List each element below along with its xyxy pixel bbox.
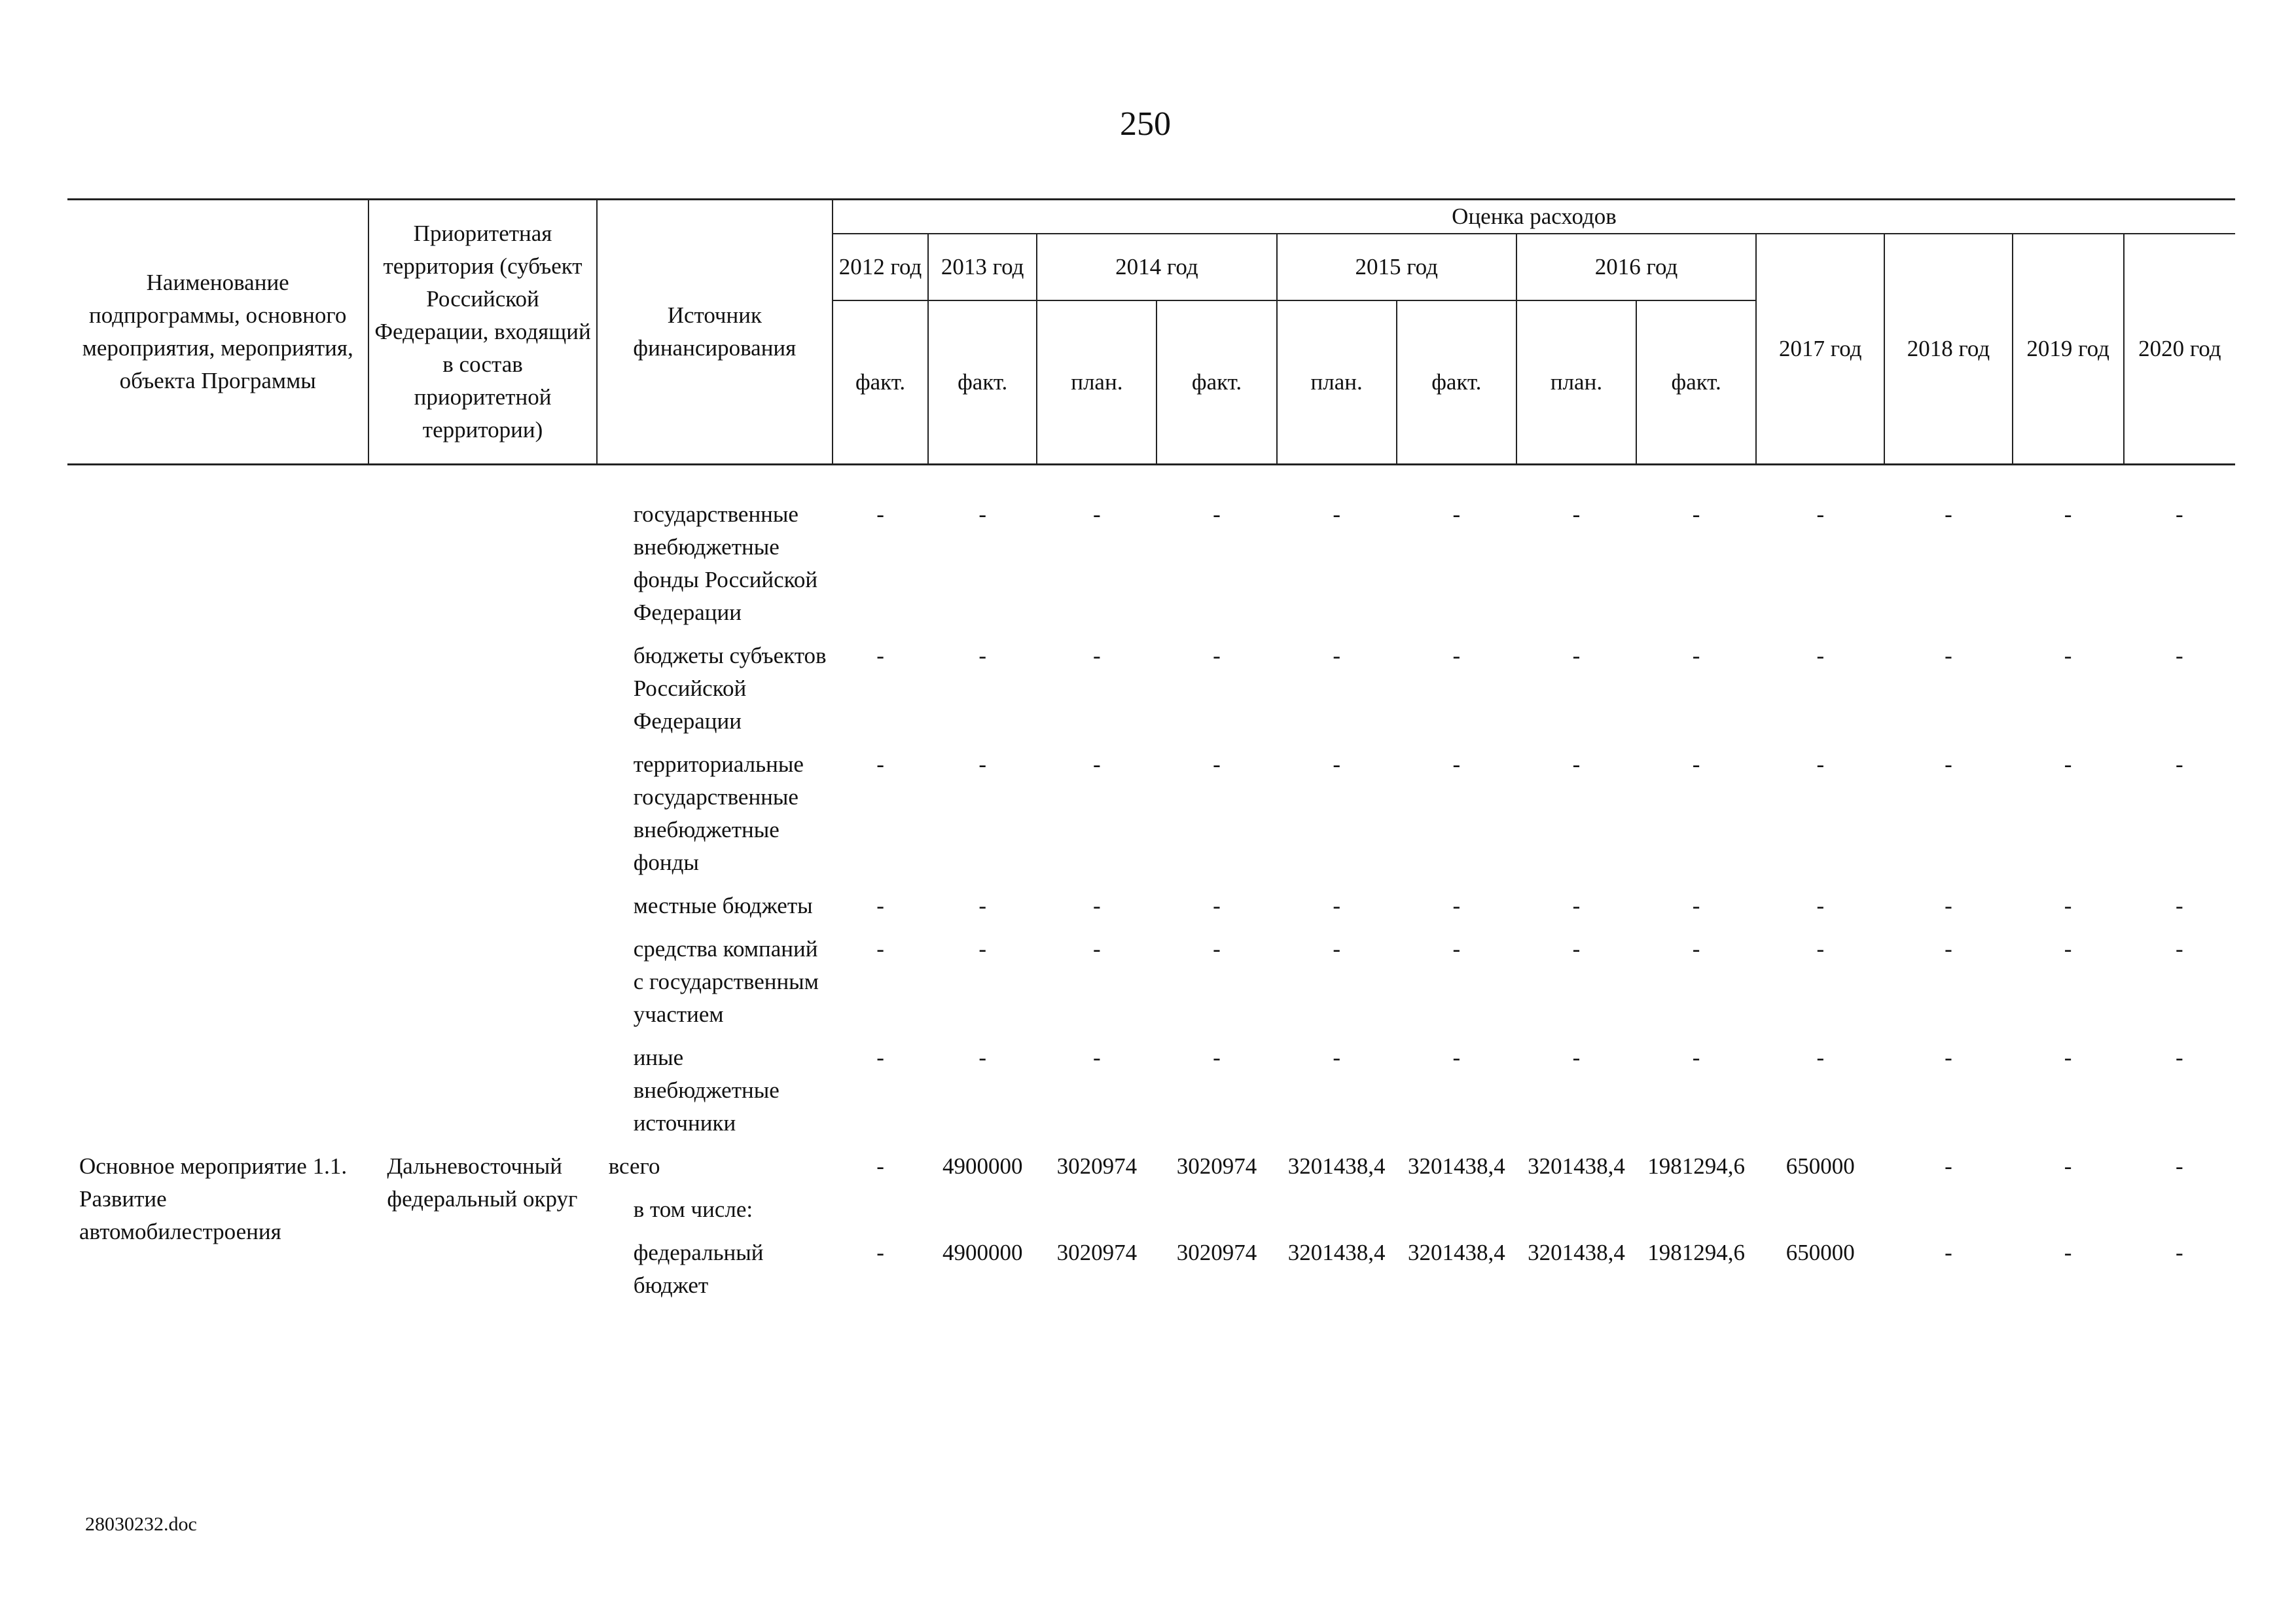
value-cell: 4900000 xyxy=(942,1153,1023,1179)
empty-cell xyxy=(368,498,596,640)
value-cell: - xyxy=(1572,893,1581,918)
value-cell: - xyxy=(1945,893,1952,918)
value-cell: - xyxy=(1692,643,1700,668)
value-cell: - xyxy=(1333,893,1340,918)
value-cell: - xyxy=(2064,751,2072,777)
value-cell: 1981294,6 xyxy=(1647,1240,1745,1265)
empty-cell xyxy=(67,933,368,1041)
value-cell: - xyxy=(2176,1153,2183,1179)
value-cell: - xyxy=(2064,893,2072,918)
value-cell: 3020974 xyxy=(1056,1240,1138,1265)
header-2014-fact: факт. xyxy=(1157,300,1276,465)
value-cell: - xyxy=(1333,751,1340,777)
empty-cell xyxy=(368,748,596,890)
page-number: 250 xyxy=(1120,105,1171,143)
header-year-2012: 2012 год xyxy=(833,234,928,300)
value-cell: 650000 xyxy=(1785,1153,1855,1179)
table-row xyxy=(67,890,2235,933)
table-row xyxy=(67,933,2235,1041)
value-cell: - xyxy=(1333,501,1340,527)
value-cell: - xyxy=(1816,893,1825,918)
value-cell: - xyxy=(1093,893,1101,918)
table-row xyxy=(67,1150,2235,1193)
value-cell: - xyxy=(1452,936,1461,962)
header-year-2020: 2020 год xyxy=(2124,234,2235,465)
value-cell: - xyxy=(1093,751,1101,777)
value-cell xyxy=(928,1193,1037,1236)
value-cell: - xyxy=(876,751,884,777)
empty-cell xyxy=(67,640,368,748)
value-cell: - xyxy=(2176,1045,2183,1070)
value-cell: - xyxy=(978,1045,987,1070)
empty-cell xyxy=(67,498,368,640)
value-cell xyxy=(1037,1193,1157,1236)
value-cell: 3020974 xyxy=(1176,1240,1257,1265)
value-cell: - xyxy=(978,643,987,668)
value-cell: - xyxy=(876,1153,884,1179)
value-cell: - xyxy=(876,643,884,668)
footer-doc-id: 28030232.doc xyxy=(85,1513,197,1535)
header-territory-column: Приоритетная территория (субъект Российской Федерации, входящий в состав приоритетной территории) xyxy=(368,200,596,465)
value-cell: 3201438,4 xyxy=(1287,1240,1386,1265)
value-cell: - xyxy=(1093,1045,1101,1070)
header-year-2017: 2017 год xyxy=(1756,234,1884,465)
funding-source: иные внебюджетные источники xyxy=(633,1045,780,1136)
value-cell: 1981294,6 xyxy=(1647,1153,1745,1179)
value-cell: 3201438,4 xyxy=(1528,1240,1625,1265)
header-year-2016: 2016 год xyxy=(1516,234,1756,300)
funding-source: местные бюджеты xyxy=(633,893,813,918)
value-cell: - xyxy=(2176,643,2183,668)
header-name-column: Наименование подпрограммы, основного мероприятия, мероприятия, объекта Программы xyxy=(67,200,368,465)
value-cell: - xyxy=(876,1045,884,1070)
expenditure-table xyxy=(67,198,2235,1312)
empty-cell xyxy=(67,748,368,890)
value-cell xyxy=(1756,1193,1884,1236)
value-cell: - xyxy=(1692,893,1700,918)
activity-name: Основное мероприятие 1.1. Развитие автомобилестроения xyxy=(79,1153,348,1244)
table-header xyxy=(67,200,2235,465)
value-cell xyxy=(833,1193,928,1236)
value-cell: - xyxy=(1572,501,1581,527)
value-cell: - xyxy=(1945,751,1952,777)
value-cell: - xyxy=(876,1240,884,1265)
value-cell: 4900000 xyxy=(942,1240,1023,1265)
value-cell xyxy=(2124,1193,2235,1236)
value-cell: - xyxy=(1572,643,1581,668)
territory: Дальневосточный федеральный округ xyxy=(387,1153,578,1212)
value-cell: - xyxy=(1333,936,1340,962)
header-2016-plan: план. xyxy=(1516,300,1636,465)
empty-cell xyxy=(368,933,596,1041)
value-cell: 3201438,4 xyxy=(1407,1240,1505,1265)
value-cell: - xyxy=(1816,1045,1825,1070)
value-cell: - xyxy=(1213,501,1221,527)
table-row xyxy=(67,640,2235,748)
value-cell: - xyxy=(1692,501,1700,527)
header-2012-fact: факт. xyxy=(833,300,928,465)
header-year-2019: 2019 год xyxy=(2013,234,2124,465)
value-cell: - xyxy=(1093,936,1101,962)
header-year-2013: 2013 год xyxy=(928,234,1037,300)
value-cell: - xyxy=(876,893,884,918)
table-row xyxy=(67,748,2235,890)
header-year-2015: 2015 год xyxy=(1277,234,1516,300)
value-cell: - xyxy=(2176,893,2183,918)
value-cell: - xyxy=(1945,643,1952,668)
value-cell: - xyxy=(1816,751,1825,777)
spacer-row xyxy=(67,465,2235,499)
funding-source: в том числе: xyxy=(633,1197,753,1222)
funding-source: средства компаний с государственным участием xyxy=(633,936,819,1027)
header-costs: Оценка расходов xyxy=(833,200,2235,234)
value-cell: - xyxy=(1333,643,1340,668)
value-cell: - xyxy=(1945,1240,1952,1265)
value-cell: - xyxy=(2176,936,2183,962)
empty-cell xyxy=(67,890,368,933)
value-cell: - xyxy=(2064,501,2072,527)
table-body xyxy=(67,465,2235,1313)
header-2013-fact: факт. xyxy=(928,300,1037,465)
funding-source: бюджеты субъектов Российской Федерации xyxy=(633,643,827,734)
value-cell: - xyxy=(1093,643,1101,668)
value-cell: - xyxy=(1213,643,1221,668)
value-cell: - xyxy=(1816,936,1825,962)
header-2016-fact: факт. xyxy=(1636,300,1756,465)
value-cell: - xyxy=(1213,1045,1221,1070)
value-cell: - xyxy=(1816,501,1825,527)
value-cell: - xyxy=(1093,501,1101,527)
value-cell xyxy=(1397,1193,1516,1236)
value-cell: - xyxy=(1945,1153,1952,1179)
empty-cell xyxy=(368,890,596,933)
value-cell: 650000 xyxy=(1785,1240,1855,1265)
value-cell: 3201438,4 xyxy=(1407,1153,1505,1179)
table-row xyxy=(67,1041,2235,1150)
header-year-2014: 2014 год xyxy=(1037,234,1276,300)
empty-cell xyxy=(368,640,596,748)
funding-source: всего xyxy=(608,1153,660,1179)
funding-source: территориальные государственные внебюджетные фонды xyxy=(633,751,804,875)
table-row xyxy=(67,498,2235,640)
value-cell: - xyxy=(2064,936,2072,962)
value-cell: - xyxy=(1452,893,1461,918)
value-cell: - xyxy=(978,893,987,918)
value-cell: - xyxy=(1452,501,1461,527)
value-cell: - xyxy=(1692,1045,1700,1070)
value-cell: - xyxy=(2176,751,2183,777)
value-cell: - xyxy=(876,501,884,527)
value-cell: 3020974 xyxy=(1056,1153,1138,1179)
value-cell: - xyxy=(1945,1045,1952,1070)
value-cell: - xyxy=(1333,1045,1340,1070)
value-cell xyxy=(2013,1193,2124,1236)
value-cell: - xyxy=(1945,936,1952,962)
value-cell: 3201438,4 xyxy=(1528,1153,1625,1179)
value-cell: - xyxy=(876,936,884,962)
value-cell: - xyxy=(1945,501,1952,527)
funding-source: государственные внебюджетные фонды Российской Федерации xyxy=(633,501,818,625)
value-cell: - xyxy=(1213,893,1221,918)
value-cell: - xyxy=(1572,936,1581,962)
value-cell: - xyxy=(1692,936,1700,962)
value-cell: - xyxy=(2064,1240,2072,1265)
header-2015-plan: план. xyxy=(1277,300,1397,465)
value-cell xyxy=(1277,1193,1397,1236)
value-cell: - xyxy=(1452,751,1461,777)
value-cell: - xyxy=(2176,1240,2183,1265)
value-cell: - xyxy=(978,501,987,527)
empty-cell xyxy=(67,1041,368,1150)
value-cell: 3201438,4 xyxy=(1287,1153,1386,1179)
value-cell: - xyxy=(1452,643,1461,668)
value-cell xyxy=(1636,1193,1756,1236)
value-cell: - xyxy=(1213,936,1221,962)
value-cell: - xyxy=(1692,751,1700,777)
value-cell: - xyxy=(1213,751,1221,777)
funding-source: федеральный бюджет xyxy=(633,1240,764,1298)
value-cell: - xyxy=(2064,1045,2072,1070)
value-cell: - xyxy=(1572,1045,1581,1070)
header-source-column: Источник финансирования xyxy=(597,200,833,465)
value-cell: - xyxy=(978,936,987,962)
value-cell xyxy=(1157,1193,1276,1236)
value-cell: 3020974 xyxy=(1176,1153,1257,1179)
value-cell xyxy=(1516,1193,1636,1236)
value-cell: - xyxy=(1452,1045,1461,1070)
header-2015-fact: факт. xyxy=(1397,300,1516,465)
header-year-2018: 2018 год xyxy=(1884,234,2012,465)
value-cell: - xyxy=(2064,1153,2072,1179)
value-cell: - xyxy=(2176,501,2183,527)
header-2014-plan: план. xyxy=(1037,300,1157,465)
value-cell: - xyxy=(978,751,987,777)
value-cell: - xyxy=(1572,751,1581,777)
value-cell xyxy=(1884,1193,2012,1236)
value-cell: - xyxy=(2064,643,2072,668)
value-cell: - xyxy=(1816,643,1825,668)
empty-cell xyxy=(368,1041,596,1150)
